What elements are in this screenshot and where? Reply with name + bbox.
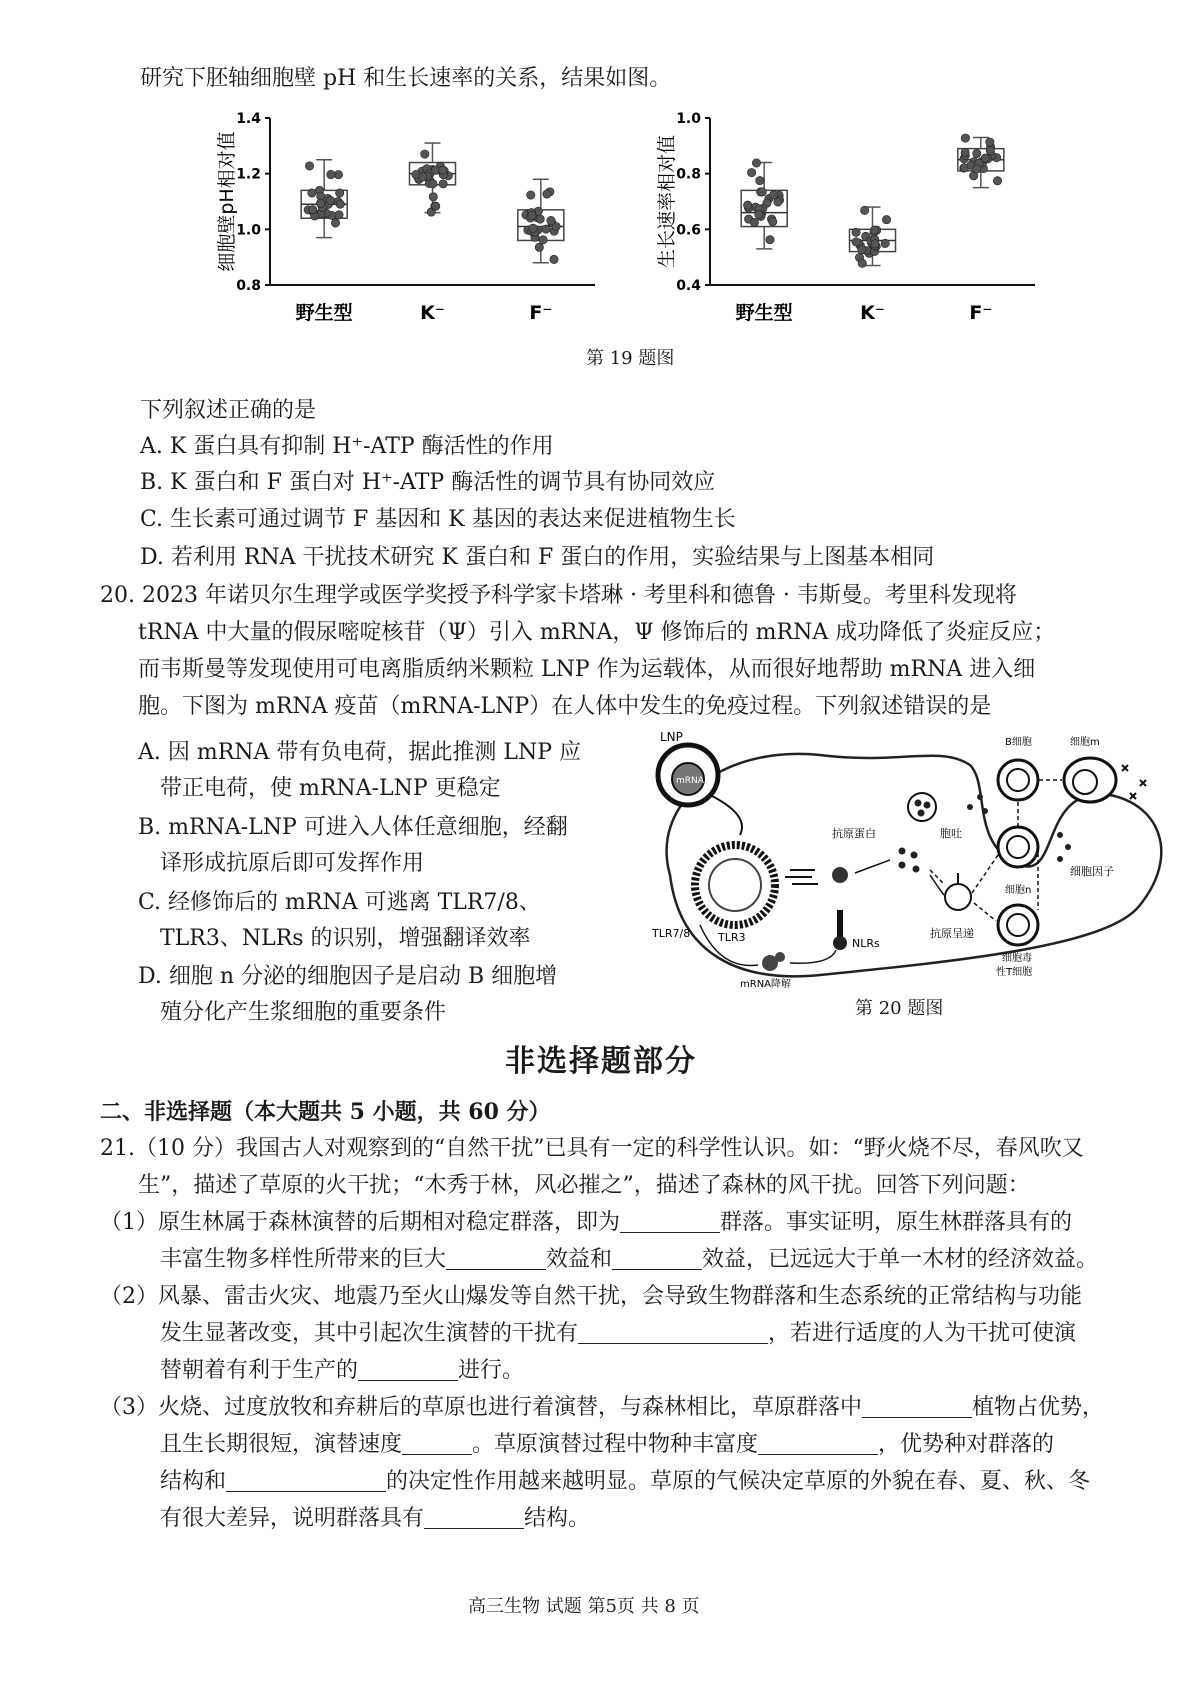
q19-option-a: A. K 蛋白具有抑制 H⁺-ATP 酶活性的作用 bbox=[140, 434, 554, 459]
data-point bbox=[309, 205, 317, 213]
q19-intro: 研究下胚轴细胞壁 pH 和生长速率的关系，结果如图。 bbox=[140, 66, 672, 91]
q20-option-d-cont: 殖分化产生浆细胞的重要条件 bbox=[160, 1000, 447, 1025]
y-tick-label: 0.8 bbox=[676, 166, 701, 183]
data-point bbox=[758, 188, 766, 196]
y-tick-label: 1.4 bbox=[236, 111, 261, 127]
q21-part3-line3: 结构和 的决定性作用越来越明显。草原的气候决定草原的外貌在春、夏、秋、冬 bbox=[160, 1469, 1091, 1494]
data-point bbox=[986, 138, 994, 146]
x-category-label: 野生型 bbox=[295, 302, 353, 324]
section-heading: 二、非选择题（本大题共 5 小题，共 60 分） bbox=[100, 1099, 551, 1125]
q21-part2-line3: 替朝着有利于生产的 进行。 bbox=[160, 1358, 525, 1383]
diagram-label-cytokine: 细胞因子 bbox=[1070, 865, 1114, 878]
data-point bbox=[336, 200, 344, 208]
x-category-label: F⁻ bbox=[529, 302, 553, 324]
x-category-label: 野生型 bbox=[735, 302, 793, 324]
y-tick-label: 0.8 bbox=[236, 278, 261, 294]
q20-option-a-cont: 带正电荷，使 mRNA-LNP 更稳定 bbox=[160, 776, 501, 801]
data-point bbox=[870, 226, 878, 234]
q21-part3-line1: （3）火烧、过度放牧和弃耕后的草原也进行着演替，与森林相比，草原群落中 植物占优势， bbox=[100, 1395, 1105, 1420]
answer-blank[interactable] bbox=[758, 1432, 878, 1455]
q19-option-d: D. 若利用 RNA 干扰技术研究 K 蛋白和 F 蛋白的作用，实验结果与上图基本相同 bbox=[140, 545, 935, 570]
data-point bbox=[327, 170, 335, 178]
diagram-label-cell-m: 细胞m bbox=[1070, 737, 1100, 748]
section-title: 非选择题部分 bbox=[505, 1044, 697, 1079]
data-point bbox=[852, 228, 860, 236]
data-point bbox=[305, 162, 313, 170]
data-point bbox=[419, 173, 427, 181]
diagram-label-antigen-presentation: 抗原呈递 bbox=[930, 927, 974, 940]
data-point bbox=[326, 196, 334, 204]
answer-blank[interactable] bbox=[446, 1247, 546, 1270]
answer-blank[interactable] bbox=[226, 1469, 386, 1492]
q19-figure-caption: 第 19 题图 bbox=[586, 348, 675, 369]
data-point bbox=[439, 166, 447, 174]
x-category-label: K⁻ bbox=[860, 302, 885, 324]
data-point bbox=[550, 255, 558, 263]
data-point bbox=[743, 201, 751, 209]
q20-option-a: A. 因 mRNA 带有负电荷，据此推测 LNP 应 bbox=[138, 740, 582, 765]
diagram-label-exocytosis: 胞吐 bbox=[940, 827, 962, 840]
data-point bbox=[871, 240, 879, 248]
data-point bbox=[750, 218, 758, 226]
data-point bbox=[981, 154, 989, 162]
page-footer: 高三生物 试题 第5页 共 8 页 bbox=[468, 1596, 700, 1617]
data-point bbox=[432, 202, 440, 210]
data-point bbox=[535, 243, 543, 251]
data-point bbox=[421, 150, 429, 158]
data-point bbox=[766, 236, 774, 244]
data-point bbox=[429, 193, 437, 201]
y-axis-label: 细胞壁pH相对值 bbox=[216, 131, 238, 272]
data-point bbox=[336, 189, 344, 197]
data-point bbox=[755, 210, 763, 218]
y-tick-label: 1.0 bbox=[676, 111, 701, 127]
q20-option-c: C. 经修饰后的 mRNA 可逃离 TLR7/8、 bbox=[138, 890, 541, 915]
data-point bbox=[439, 180, 447, 188]
q19-stem: 下列叙述正确的是 bbox=[140, 398, 317, 423]
data-point bbox=[429, 180, 437, 188]
data-point bbox=[334, 170, 342, 178]
q20-option-c-cont: TLR3、NLRs 的识别，增强翻译效率 bbox=[160, 926, 531, 951]
data-point bbox=[858, 246, 866, 254]
data-point bbox=[882, 215, 890, 223]
q20-figure-caption: 第 20 题图 bbox=[855, 998, 944, 1019]
chart-growth-rate bbox=[655, 110, 1045, 370]
q20-stem-line: 20. 2023 年诺贝尔生理学或医学奖授予科学家卡塔琳 · 考里科和德鲁 · 韦斯曼。考里科发现将 bbox=[100, 583, 1017, 608]
diagram-label-cytotoxic-t-cell-2: 性T细胞 bbox=[996, 967, 1033, 978]
q21-part2-line2: 发生显著改变，其中引起次生演替的干扰有 ，若进行适度的人为干扰可使演 bbox=[160, 1321, 1077, 1346]
data-point bbox=[747, 168, 755, 176]
data-point bbox=[316, 199, 324, 207]
answer-blank[interactable] bbox=[424, 1506, 524, 1529]
y-axis-label: 生长速率相对值 bbox=[656, 134, 678, 269]
data-point bbox=[547, 216, 555, 224]
q21-part1-line2: 丰富生物多样性所带来的巨大 效益和 效益，已远远大于单一木材的经济效益。 bbox=[160, 1247, 1099, 1272]
data-point bbox=[536, 215, 544, 223]
diagram-label-antigen-protein: 抗原蛋白 bbox=[832, 827, 876, 840]
data-point bbox=[852, 238, 860, 246]
data-point bbox=[770, 191, 778, 199]
q20-option-b-cont: 译形成抗原后即可发挥作用 bbox=[160, 851, 425, 876]
data-point bbox=[543, 190, 551, 198]
q20-option-d: D. 细胞 n 分泌的细胞因子是启动 B 细胞增 bbox=[138, 964, 558, 989]
data-point bbox=[973, 165, 981, 173]
data-point bbox=[528, 211, 536, 219]
q19-option-b: B. K 蛋白和 F 蛋白对 H⁺-ATP 酶活性的调节具有协同效应 bbox=[140, 470, 716, 495]
data-point bbox=[308, 189, 316, 197]
data-point bbox=[756, 176, 764, 184]
diagram-label-mrna: mRNA bbox=[676, 776, 704, 786]
diagram-label-tlr78: TLR7/8 bbox=[652, 927, 691, 940]
diagram-label-cytotoxic-t-cell: 细胞毒 bbox=[1002, 953, 1032, 964]
q20-option-b: B. mRNA-LNP 可进入人体任意细胞，经翻 bbox=[138, 815, 568, 840]
chart-cell-wall-ph bbox=[215, 110, 605, 370]
diagram-label-cell-n: 细胞n bbox=[1005, 885, 1032, 896]
y-tick-label: 1.2 bbox=[236, 166, 261, 183]
answer-blank[interactable] bbox=[612, 1247, 702, 1270]
q21-part3-line2: 且生长期很短，演替速度 。草原演替过程中物种丰富度 ，优势种对群落的 bbox=[160, 1432, 1055, 1457]
data-point bbox=[973, 149, 981, 157]
answer-blank[interactable] bbox=[578, 1321, 768, 1344]
data-point bbox=[858, 259, 866, 267]
mrna-vaccine-immune-diagram bbox=[640, 725, 1200, 995]
data-point bbox=[986, 147, 994, 155]
q21-part3-line4: 有很大差异，说明群落具有 结构。 bbox=[160, 1506, 591, 1531]
q20-stem-line: 胞。下图为 mRNA 疫苗（mRNA-LNP）在人体中发生的免疫过程。下列叙述错误的是 bbox=[138, 694, 992, 719]
data-point bbox=[752, 159, 760, 167]
q21-intro-line1: 21.（10 分）我国古人对观察到的“自然干扰”已具有一定的科学性认识。如：“野火烧不尽，春风吹又 bbox=[100, 1136, 1084, 1161]
data-point bbox=[961, 134, 969, 142]
q19-option-c: C. 生长素可通过调节 F 基因和 K 基因的表达来促进植物生长 bbox=[140, 507, 736, 532]
q21-part1-line1: （1）原生林属于森林演替的后期相对稳定群落，即为 群落。事实证明，原生林群落具有的 bbox=[100, 1210, 1073, 1235]
answer-blank[interactable] bbox=[862, 1395, 972, 1418]
data-point bbox=[961, 148, 969, 156]
x-category-label: K⁻ bbox=[420, 302, 445, 324]
y-tick-label: 1.0 bbox=[236, 222, 261, 239]
data-point bbox=[527, 191, 535, 199]
data-point bbox=[860, 206, 868, 214]
diagram-label-nlrs: NLRs bbox=[852, 937, 880, 950]
diagram-label-lnp: LNP bbox=[660, 730, 683, 744]
data-point bbox=[881, 239, 889, 247]
q21-part2-line1: （2）风暴、雷击火灾、地震乃至火山爆发等自然干扰，会导致生物群落和生态系统的正常结构与功能 bbox=[100, 1284, 1083, 1309]
x-category-label: F⁻ bbox=[969, 302, 993, 324]
q20-stem-line: tRNA 中大量的假尿嘧啶核苷（Ψ）引入 mRNA，Ψ 修饰后的 mRNA 成功降低了炎症反应； bbox=[138, 620, 1056, 645]
data-point bbox=[529, 224, 537, 232]
q21-intro-line2: 生”，描述了草原的火干扰；“木秀于林，风必摧之”，描述了森林的风干扰。回答下列问题： bbox=[138, 1173, 1030, 1198]
data-point bbox=[769, 217, 777, 225]
diagram-label-tlr3: TLR3 bbox=[718, 931, 746, 944]
answer-blank[interactable] bbox=[402, 1432, 472, 1455]
answer-blank[interactable] bbox=[358, 1358, 458, 1381]
data-point bbox=[331, 219, 339, 227]
y-tick-label: 0.6 bbox=[676, 222, 701, 239]
answer-blank[interactable] bbox=[620, 1210, 720, 1233]
q20-stem-line: 而韦斯曼等发现使用可电离脂质纳米颗粒 LNP 作为运载体，从而很好地帮助 mRNA 进入细 bbox=[138, 657, 1036, 682]
data-point bbox=[542, 225, 550, 233]
data-point bbox=[993, 177, 1001, 185]
diagram-label-b-cell: B细胞 bbox=[1005, 737, 1032, 748]
y-tick-label: 0.4 bbox=[676, 278, 701, 294]
data-point bbox=[539, 236, 547, 244]
diagram-label-mrna-degradation: mRNA降解 bbox=[740, 979, 792, 990]
